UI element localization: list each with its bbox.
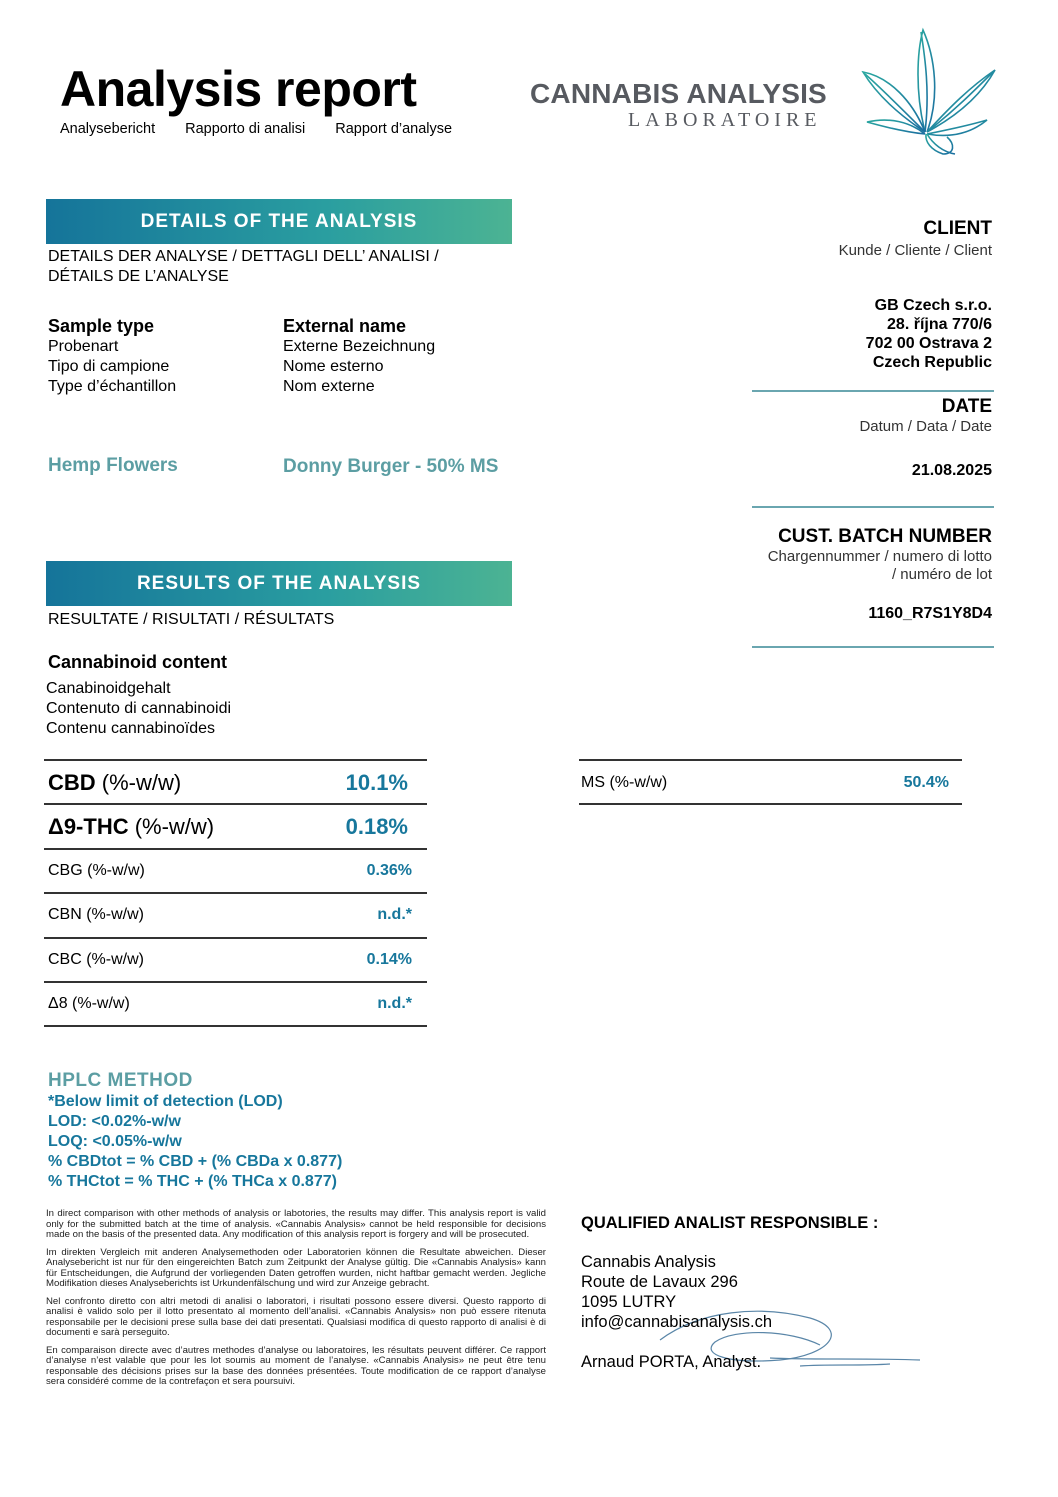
responsible-street: Route de Lavaux 296 [581, 1273, 738, 1291]
results-translations: RESULTATE / RISULTATI / RÉSULTATS [48, 611, 335, 628]
sample-type-it: Tipo di campione [48, 358, 170, 375]
cannabinoid-content-de: Canabinoidgehalt [46, 680, 171, 697]
details-translations-line1: DETAILS DER ANALYSE / DETTAGLI DELL’ ANALISI / [48, 248, 439, 265]
disclaimer-fr: En comparaison directe avec d’autres methodes d’analyse ou laboratoires, les résultats peuvent différer. Ce rapport d’analyse n’est valable que pour les lot soumis au moment de l’analyse. «Cannabis Analysis» ne peut être tenu responsable des décisions prises sur la base des données présentées. Toute modification de ce rapport d’analyse sera considéré comme de la contrefaçon et sera poursuivi. [46, 1344, 546, 1387]
cannabinoid-content-it: Contenuto di cannabinoidi [46, 700, 232, 717]
table-row [48, 942, 420, 978]
table-rule [44, 759, 427, 761]
table-rule [44, 803, 427, 805]
result-value: n.d.* [377, 906, 412, 923]
sample-type-value: Hemp Flowers [48, 455, 178, 476]
batch-translations-line1: Chargennummer / numero di lotto [767, 548, 992, 565]
cannabinoid-content-block [48, 652, 227, 673]
report-title: Analysis report [60, 61, 417, 117]
result-value: 0.18% [345, 814, 408, 839]
sample-type-fr: Type d’échantillon [48, 378, 177, 395]
external-name-fr: Nom externe [283, 378, 375, 395]
batch-translations [768, 548, 992, 584]
batch-translations-line2: / numéro de lot [891, 566, 992, 583]
table-rule [44, 848, 427, 850]
divider [752, 390, 994, 392]
batch-label: CUST. BATCH NUMBER [778, 526, 992, 547]
cannabinoid-content-label: Cannabinoid content [48, 652, 227, 672]
batch-value: 1160_R7S1Y8D4 [868, 605, 992, 622]
responsible-contact [581, 1252, 772, 1372]
details-translations [48, 247, 439, 287]
result-label: Δ9-THC (%-w/w) [48, 814, 215, 839]
sample-type-de: Probenart [48, 338, 119, 355]
method-line: LOD: <0.02%-w/w [48, 1113, 181, 1130]
result-label: Δ8 (%-w/w) [48, 995, 130, 1012]
result-value: n.d.* [377, 995, 412, 1012]
table-row [48, 853, 420, 889]
result-label: CBG (%-w/w) [48, 862, 145, 879]
table-row [581, 764, 949, 802]
ms-label: MS (%-w/w) [581, 774, 668, 791]
result-label: CBD (%-w/w) [48, 770, 182, 795]
table-rule [44, 981, 427, 983]
company-logo-subtext: LABORATOIRE [628, 109, 822, 131]
responsible-analyst: Arnaud PORTA, Analyst. [581, 1353, 762, 1371]
result-value: 0.14% [366, 951, 412, 968]
client-city: 702 00 Ostrava 2 [865, 335, 992, 352]
table-rule [44, 892, 427, 894]
client-label: CLIENT [923, 218, 992, 239]
result-label: CBC (%-w/w) [48, 951, 144, 968]
report-title-translations [60, 121, 452, 137]
table-rule [579, 759, 962, 761]
table-rule [579, 803, 962, 805]
client-country: Czech Republic [872, 354, 992, 371]
result-value: 10.1% [345, 770, 408, 795]
result-label: CBN (%-w/w) [48, 906, 144, 923]
method-block [48, 1070, 342, 1192]
disclaimer-it: Nel confronto diretto con altri metodi di analisi o laboratori, i risultati possono essere diversi. Questo rapporto di analisi è valido solo per il lotto presentato al momento dell’analisi. «Cannabis Analysis» non può essere ritenuta responsabile per le decisioni prese sulla base dei dati presentati. Qualsiasi modifica di questo rapporto di analisi è di documenti e sarà perseguito. [46, 1295, 546, 1338]
external-name-value: Donny Burger - 50% MS [283, 456, 499, 477]
method-line: % CBDtot = % CBD + (% CBDa x 0.877) [48, 1153, 343, 1170]
date-label: DATE [941, 396, 992, 417]
disclaimer-en: In direct comparison with other methods of analysis or labotories, the results may differ. This analysis report is valid only for the submitted batch at the time of analysis. «Cannabis Analysis» cannot be held responsible for decisions made on the basis of the presented data. Any modification of this analysis report is forgery and will be prosecuted. [46, 1208, 546, 1240]
date-translations: Datum / Data / Date [859, 418, 992, 435]
method-line: *Below limit of detection (LOD) [48, 1093, 283, 1110]
ms-value: 50.4% [903, 774, 949, 791]
sample-type-label: Sample type [48, 316, 155, 336]
results-section-header: RESULTS OF THE ANALYSIS [46, 561, 512, 606]
external-name-block [283, 316, 435, 397]
responsible-email-link[interactable]: info@cannabisanalysis.ch [581, 1313, 773, 1331]
client-address [866, 296, 992, 372]
subtitle-de: Analysebericht [60, 121, 156, 137]
table-row [48, 986, 420, 1022]
method-line: LOQ: <0.05%-w/w [48, 1133, 182, 1150]
details-section-header: DETAILS OF THE ANALYSIS [46, 199, 512, 244]
table-row [48, 764, 420, 802]
responsible-label: QUALIFIED ANALIST RESPONSIBLE : [581, 1214, 879, 1232]
table-rule [44, 1025, 427, 1027]
company-logo-text: CANNABIS ANALYSIS [530, 78, 827, 109]
external-name-it: Nome esterno [283, 358, 384, 375]
responsible-city: 1095 LUTRY [581, 1293, 677, 1311]
external-name-label: External name [283, 316, 407, 336]
client-translations: Kunde / Cliente / Client [838, 242, 992, 259]
subtitle-it: Rapporto di analisi [185, 121, 306, 137]
divider [752, 646, 994, 648]
table-rule [44, 937, 427, 939]
cannabis-leaf-logo-icon [855, 22, 1010, 162]
disclaimer-de: Im direkten Vergleich mit anderen Analysemethoden oder Laboratorien können die Resultate abweichen. Dieser Analysebericht ist nur für den eingereichten Batch zum Zeitpunkt der Analyse gültig. Die «Cannabis Analysis» kann für Entscheidungen, die Aufgrund der vorliegenden Daten getroffen wurden, nicht haftbar gemacht werden. Jegliche Modifikation dieses Analyseberichts ist Urkundenfälschung und wird zur Anzeige gebracht. [46, 1246, 546, 1289]
table-row [48, 897, 420, 933]
subtitle-fr: Rapport d’analyse [335, 121, 453, 137]
external-name-de: Externe Bezeichnung [283, 338, 436, 355]
sample-type-block [48, 316, 176, 397]
client-name: GB Czech s.r.o. [874, 297, 992, 314]
cannabinoid-content-fr: Contenu cannabinoïdes [46, 720, 216, 737]
responsible-company: Cannabis Analysis [581, 1253, 716, 1271]
disclaimer [46, 1209, 546, 1395]
divider [752, 506, 994, 508]
method-title: HPLC METHOD [48, 1070, 193, 1091]
cannabinoid-content-translations [46, 679, 231, 739]
details-translations-line2: DÉTAILS DE L’ANALYSE [48, 268, 229, 285]
spacer [581, 1332, 772, 1352]
date-value: 21.08.2025 [911, 462, 992, 479]
method-line: % THCtot = % THC + (% THCa x 0.877) [48, 1173, 337, 1190]
result-value: 0.36% [366, 862, 412, 879]
client-street: 28. října 770/6 [887, 316, 992, 333]
table-row [48, 808, 420, 846]
